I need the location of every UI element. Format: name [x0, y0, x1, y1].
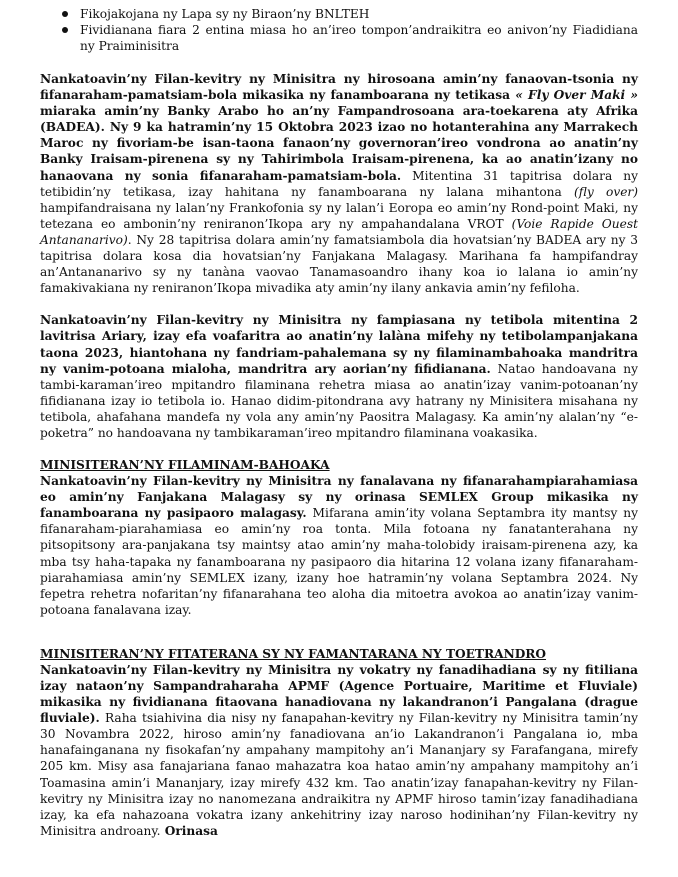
paragraph-fly-over-maki — [40, 71, 638, 296]
body-text: . Ny 28 tapitrisa dolara amin’ny famatsiambola dia hovatsian’ny BADEA ary ny 3 tapitrisa dolara kosa dia hovatsian’ny Fanjakana Malagasy. Marihana fa hampifandray an’Antananarivo sy ny tanàna vaovao Tanamasoandro ihany koa io lalana io amin’ny famakivakiana ny reniranon’Ikopa mivadika aty amin’ny ilany ankavia amin’ny fefiloha. — [40, 232, 638, 296]
section-heading-public-security: MINISITERAN’NY FILAMINAM-BAHOAKA — [40, 458, 330, 473]
bold-lead: Nankatoavin’ny Filan-kevitry ny Minisitra ny fanalavana ny fifanarahampiarahamiasa eo amin’ny Fanjakana Malagasy sy ny orinasa SEMLEX Group mikasika ny fanamboarana ny pasipaoro malagasy. — [40, 474, 638, 521]
document-page — [40, 0, 638, 839]
paragraph-election-budget — [40, 312, 638, 441]
bold-lead: Nankatoavin’ny Filan-kevitry ny Minisitra ny hirosoana amin’ny fanaovan-tsonia ny fifanaraham-pamatsiam-bola mikasika ny fanamboarana ny tetikasa — [40, 72, 638, 103]
bullet-item — [62, 22, 638, 54]
bullet-icon — [62, 27, 68, 33]
body-text: Natao handoavana ny tambi-karaman’ireo mpitandro filaminana rehetra miasa ao anatin’izay vanim-potoanan’ny fifidianana izay io tetibola io. Hanao didim-pitondrana avy hatrany ny Minisitera misahana ny tetibola, ahafahana mandefa ny vola any amin’ny Paositra Malagasy. Ka amin’ny alalan’ny “e-poketra” no handoavana ny tambikaraman’ireo mpitandro filaminana voakasika. — [40, 361, 638, 440]
body-text: Raha tsiahivina dia nisy ny fanapahan-kevitry ny Filan-kevitry ny Minisitra tamin’ny 30 Novambra 2022, hiroso amin’ny fanadiovana an’io Lakandranon’i Pangalana io, mba hanafainganana ny fisokafan’ny ampahany mampitohy an’i Mananjary sy Farafangana, mirefy 205 km. Misy asa fanajariana fanao mahazatra koa hatao amin’ny ampahany mampitohy an’i Toamasina amin’i Mananjary, izay mirefy 432 km. Tao anatin’izay fanapahan-kevitry ny Filan-kevitry ny Minisitra izay no nanomezana andraikitra ny APMF hiroso tamin’izay fanadihadiana izay, ka efa nahazoana vokatra izany ankehitriny izay naroso hodinihan’ny Filan-kevitry ny Minisitra androany. — [40, 711, 638, 838]
paragraph-passport — [40, 473, 638, 618]
section-heading-transport: MINISITERAN’NY FITATERANA SY NY FAMANTARANA NY TOETRANDRO — [40, 646, 547, 661]
bold-lead: Nankatoavin’ny Filan-kevitry ny Minisitra ny fampiasana ny tetibola mitentina 2 lavitrisa Ariary, izay efa voafaritra ao anatin’ny lalàna mifehy ny tetibolampanjakana taona 2023, hiantohana ny fandriam-pahalemana sy ny filaminambahoaka mandritra ny vanim-potoana mialoha, mandritra ary aorian’ny fifidianana. — [40, 313, 638, 376]
bold-lead-continued: miaraka amin’ny Banky Arabo ho an’ny Fampandrosoana ara-toekarena aty Afrika (BADEA). Ny 9 ka hatramin’ny 15 Oktobra 2023 izao no hotanterahina any Marrakech Maroc ny fivoriam-be isan-taona fanaon’ny governoran’ireo vondrona ao anatin’ny Banky Iraisam-pirenena sy ny Tahirimbola Iraisam-pirenena, ka ao anatin’izany no hanaovana ny sonia fifanaraham-pamatsiam-bola. — [40, 104, 638, 183]
bullet-list — [40, 6, 638, 54]
bullet-text: Fikojakojana ny Lapa sy ny Biraon’ny BNLTEH — [80, 7, 370, 21]
body-text: hampifandraisana ny lalan’ny Frankofonia sy ny lalan’i Eoropa eo amin’ny Rond-point Maki, ny tetezana eo ambonin’ny reniranon’Ikopa ary ny ampahandalana VROT — [40, 200, 638, 231]
paragraph-pangalana-canal — [40, 662, 638, 839]
bullet-item — [62, 6, 638, 22]
bullet-icon — [62, 11, 68, 17]
bold-lead: Nankatoavin’ny Filan-kevitry ny Minisitra ny vokatry ny fanadihadiana sy ny fitiliana izay nataon’ny Sampandraharaha APMF (Agence Portuaire, Maritime et Fluviale) mikasika ny fividianana fitaovana hanadiovana ny lakandranon’i Pangalana (drague fluviale). — [40, 662, 638, 726]
italic-term: (Voie Rapide Ouest Antananarivo) — [40, 216, 638, 247]
body-text: Mitentina 31 tapitrisa dolara ny tetibidin’ny tetikasa, izay hahitana ny fanamboarana ny lalana mihantona — [40, 168, 638, 199]
italic-term: (fly over) — [574, 184, 638, 199]
bold-trailing: Orinasa — [160, 823, 218, 838]
bold-italic-project-name: « Fly Over Maki » — [515, 88, 639, 103]
bullet-text: Fividianana fiara 2 entina miasa ho an’ireo tompon’andraikitra eo anivon’ny Fiadidiana ny Praiminisitra — [80, 23, 638, 53]
body-text: Mifarana amin’ity volana Septambra ity mantsy ny fifanaraham-piarahamiasa eo amin’ny roa tonta. Mila fotoana ny fanatanterahana ny pitsopitsony ara-panjakana tsy maintsy atao amin’ny maha-tolobidy iraisam-pirenena azy, ka mba tsy haha-tapaka ny fanamboarana ny pasipaoro dia hitarina 12 volana izany fifanaraham-piarahamiasa amin’ny SEMLEX izany, izany hoe hatramin’ny volana Septambra 2024. Ny fepetra rehetra nofaritan’ny fifanarahana teo aloha dia mitoetra avokoa ao anatin’izay vanim-potoana fanalavana izay. — [40, 506, 638, 617]
